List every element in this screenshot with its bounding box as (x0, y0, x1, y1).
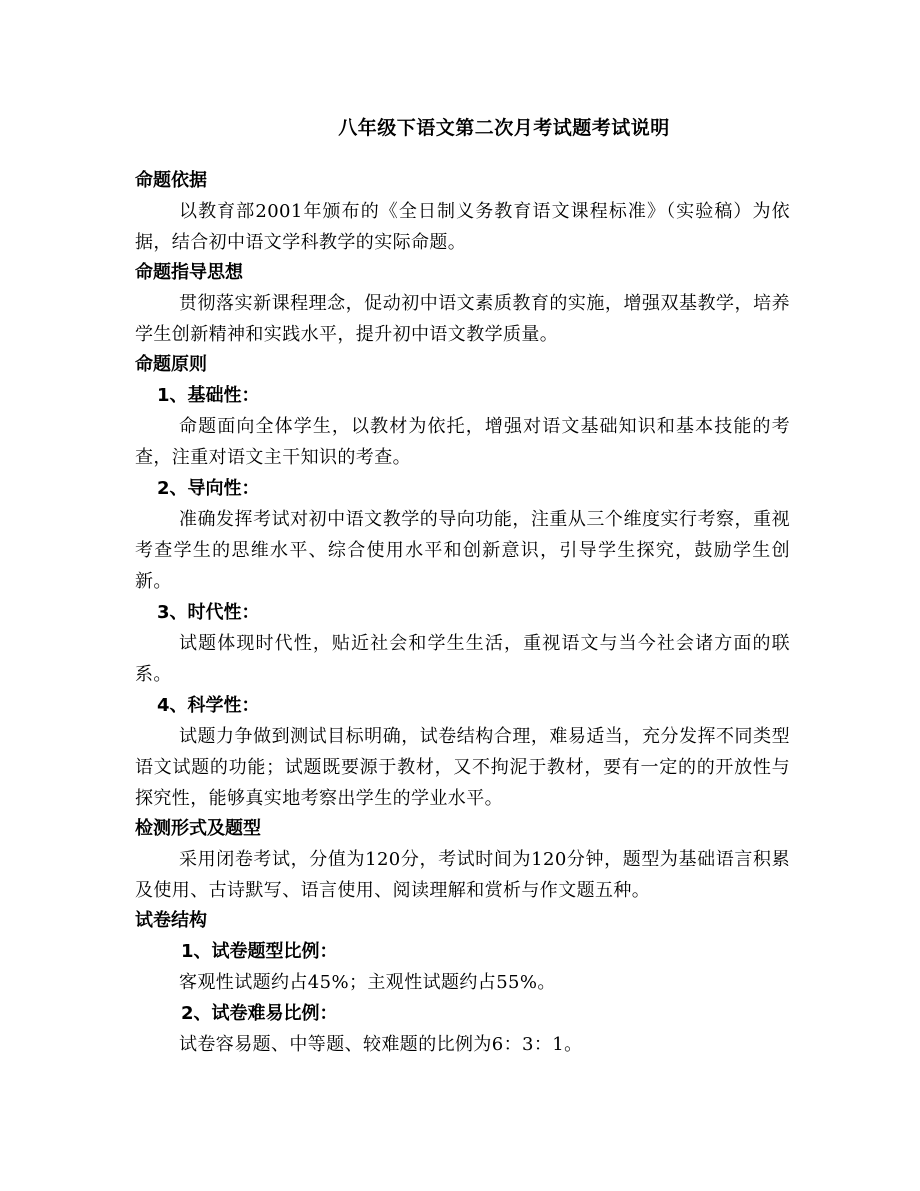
principle-text-scientific: 试题力争做到测试目标明确，试卷结构合理，难易适当，充分发挥不同类型语文试题的功能；试题既要源于教材，又不拘泥于教材，要有一定的的开放性与探究性，能够真实地考察出学生的学业水平。 (135, 726, 790, 809)
section-text-basis: 以教育部2001年颁布的《全日制义务教育语文课程标准》（实验稿）为依据，结合初中语文学科教学的实际命题。 (135, 201, 790, 253)
principle-label-basic: 1、基础性： (157, 385, 260, 406)
section-text-format: 采用闭卷考试，分值为120分，考试时间为120分钟，题型为基础语言积累及使用、古诗默写、语言使用、阅读理解和赏析与作文题五种。 (135, 849, 790, 901)
principle-text-guidance: 准确发挥考试对初中语文教学的导向功能，注重从三个维度实行考察，重视考查学生的思维水平、综合使用水平和创新意识，引导学生探究，鼓励学生创新。 (135, 509, 790, 592)
principle-label-scientific: 4、科学性： (157, 695, 260, 716)
principle-text-timeliness: 试题体现时代性，贴近社会和学生生活，重视语文与当今社会诸方面的联系。 (135, 633, 790, 685)
section-heading-basis: 命题依据 (135, 170, 207, 191)
section-heading-principles: 命题原则 (135, 354, 207, 375)
section-heading-guiding: 命题指导思想 (135, 262, 243, 283)
section-text-guiding: 贯彻落实新课程理念，促动初中语文素质教育的实施，增强双基教学，培养学生创新精神和实践水平，提升初中语文教学质量。 (135, 293, 790, 345)
structure-label-difficulty-ratio: 2、试卷难易比例： (181, 1003, 338, 1024)
structure-label-type-ratio: 1、试卷题型比例： (181, 941, 338, 962)
principle-label-guidance: 2、导向性： (157, 478, 260, 499)
page-title: 八年级下语文第二次月考试题考试说明 (338, 117, 670, 139)
section-heading-format: 检测形式及题型 (135, 818, 261, 839)
structure-text-type-ratio: 客观性试题约占45%；主观性试题约占55%。 (179, 972, 556, 993)
principle-text-basic: 命题面向全体学生，以教材为依托，增强对语文基础知识和基本技能的考查，注重对语文主干知识的考查。 (135, 416, 790, 468)
document-body (135, 166, 790, 1060)
section-heading-structure: 试卷结构 (135, 910, 207, 931)
principle-label-timeliness: 3、时代性： (157, 602, 260, 623)
structure-text-difficulty-ratio: 试卷容易题、中等题、较难题的比例为6：3：1。 (179, 1034, 583, 1055)
